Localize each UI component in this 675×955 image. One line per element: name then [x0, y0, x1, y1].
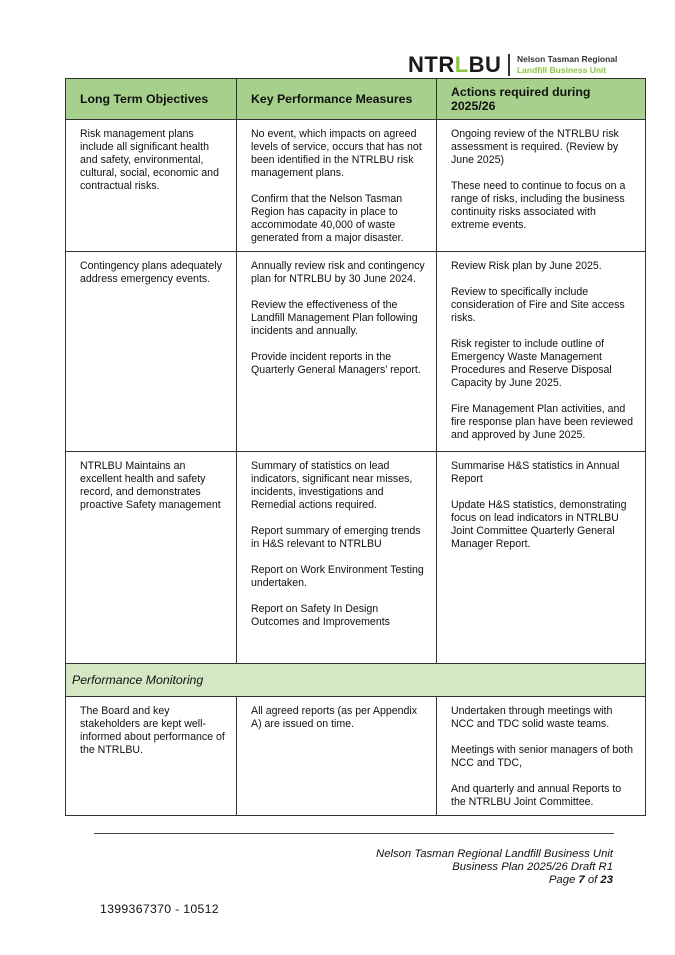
- action-text: Undertaken through meetings with NCC and TDC solid waste teams.: [451, 705, 613, 730]
- document-id: 1399367370 - 10512: [100, 902, 219, 916]
- action-text: Fire Management Plan activities, and fire response plan have been reviewed and approved by June 2025.: [451, 403, 633, 441]
- actions-cell: [437, 697, 646, 816]
- action-text: Risk register to include outline of Emergency Waste Management Procedures and Reserve Disposal Capacity by June 2025.: [451, 338, 612, 389]
- header-key-performance-measures: Key Performance Measures: [237, 79, 437, 120]
- action-text: Meetings with senior managers of both NCC and TDC,: [451, 744, 633, 769]
- action-text: Ongoing review of the NTRLBU risk assessment is required. (Review by June 2025): [451, 128, 619, 166]
- action-text: And quarterly and annual Reports to the NTRLBU Joint Committee.: [451, 783, 622, 808]
- action-text: Review to specifically include consideration of Fire and Site access risks.: [451, 286, 625, 324]
- objective-cell: [66, 697, 237, 816]
- measures-cell: [237, 697, 437, 816]
- measure-text: Summary of statistics on lead indicators, significant near misses, incidents, investigations and Remedial actions required.: [251, 460, 413, 511]
- table-row: [66, 252, 646, 452]
- measures-cell: [237, 252, 437, 452]
- objective-cell: [66, 252, 237, 452]
- table-row: [66, 452, 646, 664]
- measure-text: All agreed reports (as per Appendix A) are issued on time.: [251, 705, 418, 730]
- measure-text: No event, which impacts on agreed levels of service, occurs that has not been identified in the NTRLBU risk management plans.: [251, 128, 422, 179]
- measure-text: Provide incident reports in the Quarterly General Managers’ report.: [251, 351, 421, 376]
- objective-text: Contingency plans adequately address emergency events.: [80, 260, 222, 285]
- objective-text: The Board and key stakeholders are kept well-informed about performance of the NTRLBU.: [80, 705, 225, 756]
- objective-cell: [66, 452, 237, 664]
- actions-cell: [437, 452, 646, 664]
- action-text: Update H&S statistics, demonstrating focus on lead indicators in NTRLBU Joint Committee Quarterly General Manager Report.: [451, 499, 627, 550]
- measure-text: Report on Work Environment Testing undertaken.: [251, 564, 424, 589]
- measure-text: Confirm that the Nelson Tasman Region has capacity in place to accommodate 40,000 of waste generated from a major disaster.: [251, 193, 404, 244]
- measure-text: Annually review risk and contingency plan for NTRLBU by 30 June 2024.: [251, 260, 425, 285]
- measures-cell: [237, 120, 437, 252]
- footer-org-name: Nelson Tasman Regional Landfill Business Unit: [376, 848, 613, 860]
- ntrlbu-logo: [408, 52, 617, 78]
- footer-page-number: Page 7 of 23: [548, 874, 613, 886]
- table-header-row: [66, 79, 646, 120]
- header-long-term-objectives: Long Term Objectives: [66, 79, 237, 120]
- table-row: [66, 697, 646, 816]
- logo-divider: [508, 54, 510, 76]
- action-text: Review Risk plan by June 2025.: [451, 260, 602, 272]
- logo-text: Nelson Tasman Regional Landfill Business Unit: [516, 54, 618, 75]
- measure-text: Report summary of emerging trends in H&S relevant to NTRLBU: [251, 525, 421, 550]
- footer-doc-title: Business Plan 2025/26 Draft R1: [452, 861, 613, 873]
- objective-text: Risk management plans include all significant health and safety, environmental, cultural, social, economic and contractual risks.: [80, 128, 219, 192]
- section-header-row: [66, 664, 646, 697]
- header-actions-required: Actions required during 2025/26: [437, 79, 646, 120]
- table-row: [66, 120, 646, 252]
- business-plan-table: [65, 78, 646, 816]
- section-title-performance-monitoring: Performance Monitoring: [66, 664, 646, 697]
- action-text: These need to continue to focus on a range of risks, including the business continuity risks associated with extreme events.: [451, 180, 626, 231]
- measure-text: Report on Safety In Design Outcomes and Improvements: [251, 603, 390, 628]
- action-text: Summarise H&S statistics in Annual Report: [451, 460, 620, 485]
- objective-cell: [66, 120, 237, 252]
- logo-mark: NTRLBU: [408, 52, 502, 77]
- measure-text: Review the effectiveness of the Landfill Management Plan following incidents and annually.: [251, 299, 418, 337]
- page-footer: [376, 848, 613, 887]
- footer-divider: [94, 833, 614, 834]
- actions-cell: [437, 252, 646, 452]
- objective-text: NTRLBU Maintains an excellent health and safety record, and demonstrates proactive Safety management: [80, 460, 221, 511]
- actions-cell: [437, 120, 646, 252]
- measures-cell: [237, 452, 437, 664]
